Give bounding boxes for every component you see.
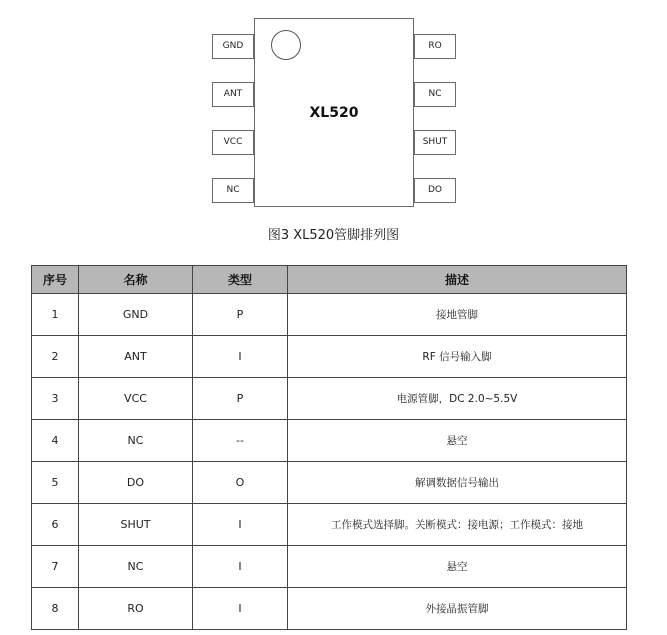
- cell-name: SHUT: [79, 504, 193, 546]
- header-name: 名称: [79, 266, 193, 294]
- table-row: [32, 588, 627, 630]
- pin-label-nc-right: NC: [414, 82, 456, 107]
- pin-label-vcc: VCC: [212, 130, 254, 155]
- header-index: 序号: [32, 266, 79, 294]
- cell-description: 电源管脚，DC 2.0~5.5V: [288, 378, 627, 420]
- pin-label-do: DO: [414, 178, 456, 203]
- table-row: [32, 546, 627, 588]
- table-row: [32, 294, 627, 336]
- pin-label-gnd: GND: [212, 34, 254, 59]
- cell-description: 外接晶振管脚: [288, 588, 627, 630]
- pin-label-ro: RO: [414, 34, 456, 59]
- cell-name: NC: [79, 546, 193, 588]
- cell-description: 悬空: [288, 546, 627, 588]
- cell-type: P: [193, 378, 288, 420]
- cell-description: RF 信号输入脚: [288, 336, 627, 378]
- cell-index: 6: [32, 504, 79, 546]
- cell-index: 3: [32, 378, 79, 420]
- cell-index: 4: [32, 420, 79, 462]
- table-row: [32, 420, 627, 462]
- table-header-row: [32, 266, 627, 294]
- pinout-diagram: [0, 0, 667, 250]
- cell-type: P: [193, 294, 288, 336]
- pin-label-nc-left: NC: [212, 178, 254, 203]
- table-row: [32, 336, 627, 378]
- cell-index: 8: [32, 588, 79, 630]
- cell-name: GND: [79, 294, 193, 336]
- cell-index: 5: [32, 462, 79, 504]
- header-description: 描述: [288, 266, 627, 294]
- cell-type: --: [193, 420, 288, 462]
- pin-label-ant: ANT: [212, 82, 254, 107]
- pin-description-table: [31, 265, 627, 630]
- chip-body: [254, 18, 414, 207]
- pin-label-shut: SHUT: [414, 130, 456, 155]
- table-row: [32, 378, 627, 420]
- cell-type: I: [193, 588, 288, 630]
- chip-name: XL520: [309, 105, 359, 121]
- cell-name: RO: [79, 588, 193, 630]
- header-type: 类型: [193, 266, 288, 294]
- cell-type: I: [193, 336, 288, 378]
- cell-type: I: [193, 546, 288, 588]
- cell-description: 悬空: [288, 420, 627, 462]
- cell-name: DO: [79, 462, 193, 504]
- table-row: [32, 462, 627, 504]
- cell-type: O: [193, 462, 288, 504]
- cell-type: I: [193, 504, 288, 546]
- cell-index: 7: [32, 546, 79, 588]
- table-row: [32, 504, 627, 546]
- figure-caption: 图3 XL520管脚排列图: [267, 228, 400, 243]
- pin1-notch-mark: [271, 30, 301, 60]
- cell-name: VCC: [79, 378, 193, 420]
- cell-index: 2: [32, 336, 79, 378]
- cell-name: ANT: [79, 336, 193, 378]
- cell-description: 解调数据信号输出: [288, 462, 627, 504]
- cell-name: NC: [79, 420, 193, 462]
- cell-description: 工作模式选择脚。关断模式：接电源；工作模式：接地: [288, 504, 627, 546]
- cell-description: 接地管脚: [288, 294, 627, 336]
- cell-index: 1: [32, 294, 79, 336]
